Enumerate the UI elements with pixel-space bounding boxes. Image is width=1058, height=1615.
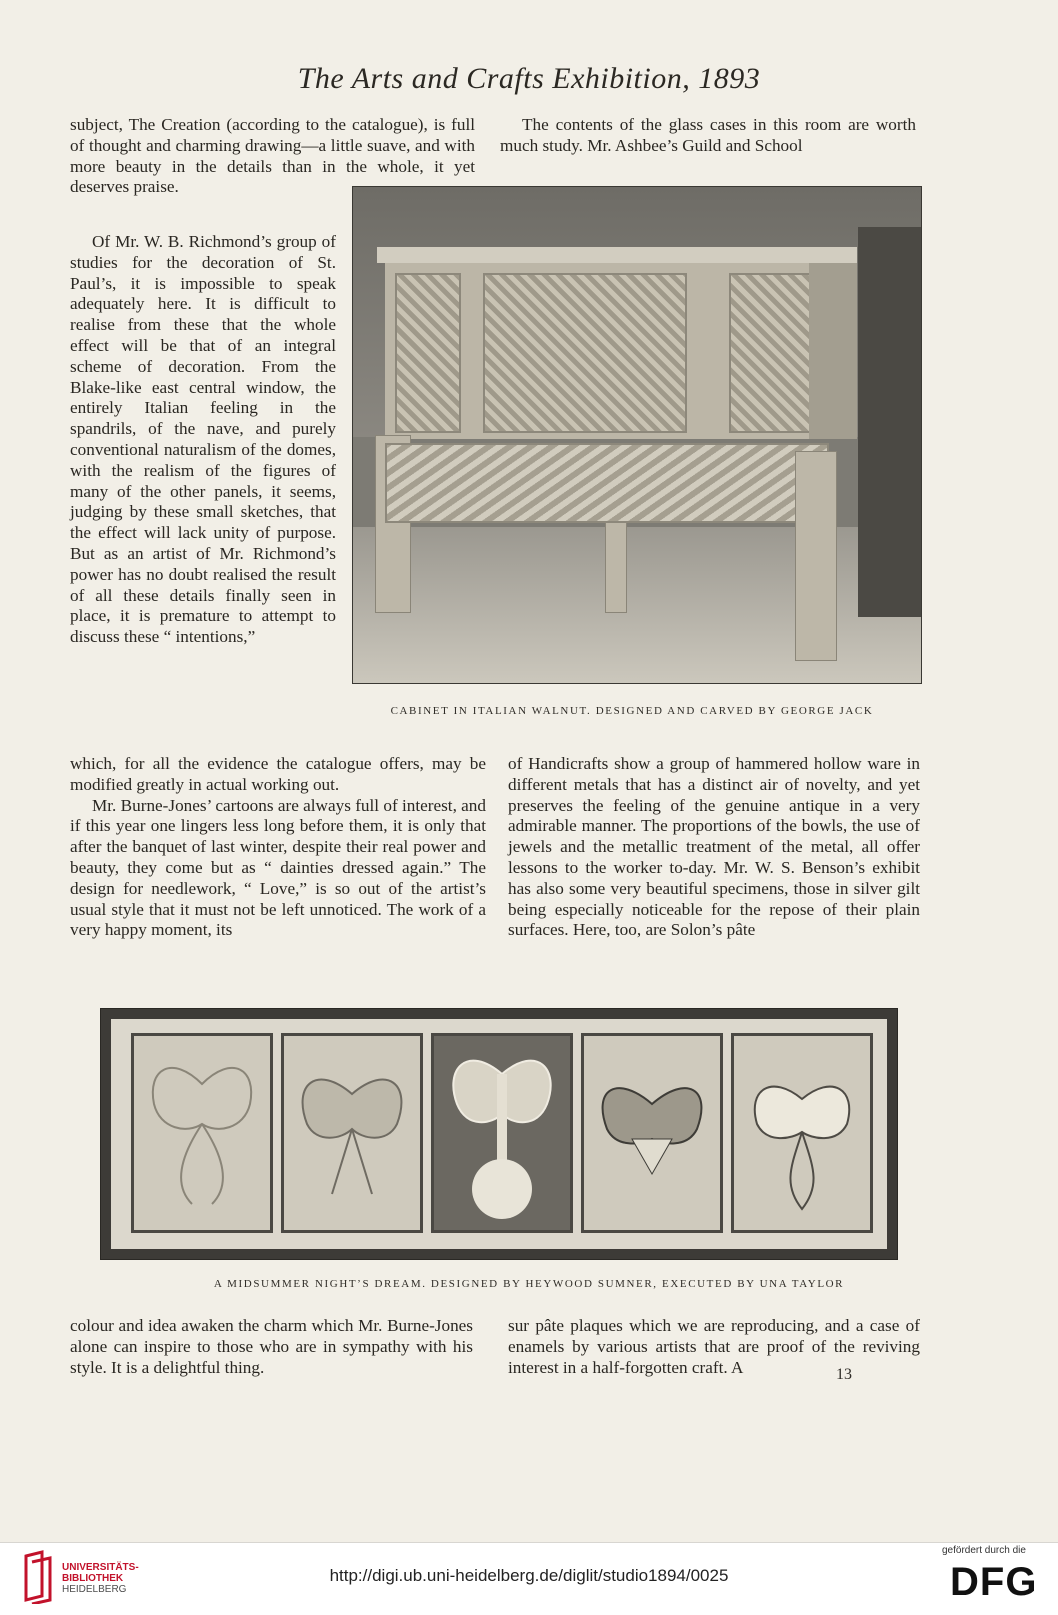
butterfly-panel — [131, 1033, 273, 1233]
cabinet-side — [809, 263, 857, 439]
butterfly-icon — [142, 1044, 262, 1222]
running-head: The Arts and Crafts Exhibition, 1893 — [297, 62, 761, 95]
paragraph: colour and idea awaken the charm which Mr. Burne-Jones alone can inspire to those who are in sympathy with his style. It is a delightful thing. — [70, 1316, 473, 1377]
panels-photograph — [100, 1008, 898, 1260]
butterfly-icon — [442, 1044, 562, 1222]
butterfly-icon — [592, 1044, 712, 1222]
dfg-logo: DFG — [950, 1560, 1038, 1604]
paragraph: sur pâte plaques which we are reproducing, and a case of enamels by various artists that are proof of the reviving interest in a half-forgotten craft. A — [508, 1316, 920, 1377]
paragraph: subject, The Creation (according to the catalogue), is full of thought and charming drawing—a little suave, and with more beauty in the details than in the whole, it yet deserves praise. — [70, 115, 475, 197]
butterfly-panel — [431, 1033, 573, 1233]
butterfly-panel — [581, 1033, 723, 1233]
cabinet-photograph — [352, 186, 922, 684]
funded-by-label: gefördert durch die — [942, 1545, 1026, 1556]
cabinet-lid — [377, 247, 857, 263]
carved-panel-right — [729, 273, 813, 433]
paragraph: which, for all the evidence the catalogue offers, may be modified greatly in actual working out. — [70, 754, 486, 794]
paragraph: Mr. Burne-Jones’ cartoons are always full of interest, and if this year one lingers less long before them, it is only that after the banquet of last winter, despite their real power and beauty, they come but as “ dainties dressed again.” The design for needlework, “ Love,” is so out of the artist’s usual style that it must not be left unnoticed. The work of a very happy moment, its — [70, 795, 486, 940]
butterfly-panel — [281, 1033, 423, 1233]
paragraph: The contents of the glass cases in this room are worth much study. Mr. Ashbee’s Guild and School — [500, 115, 916, 155]
carved-apron — [385, 443, 829, 523]
column-left-mid — [70, 754, 486, 941]
column-left-bottom — [70, 1316, 473, 1378]
column-right-top — [500, 115, 916, 157]
paragraph: Of Mr. W. B. Richmond’s group of studies for the decoration of St. Paul’s, it is impossible to speak adequately here. It is difficult to realise from these that the whole effect will be that of an integral scheme of decoration. From the Blake-like east central window, the entirely Italian feeling in the spandrils, of the nave, and purely conventional naturalism of the domes, with the realism of the figures of many of the other panels, it seems, judging by these small sketches, that the effect will lack unity of purpose. But as an artist of Mr. Richmond’s power has no doubt realised the result of all these details finally seen in place, it is premature to attempt to discuss these “ intentions,” — [70, 232, 336, 647]
caption-cabinet: CABINET IN ITALIAN WALNUT. DESIGNED AND CARVED BY GEORGE JACK — [390, 705, 874, 717]
library-name-line: HEIDELBERG — [62, 1584, 127, 1595]
caption-panels: A MIDSUMMER NIGHT’S DREAM. DESIGNED BY HEYWOOD SUMNER, EXECUTED BY UNA TAYLOR — [213, 1278, 845, 1290]
carved-panel-center — [483, 273, 687, 433]
photo-dark-furniture — [858, 227, 921, 617]
page-number: 13 — [836, 1366, 852, 1383]
paragraph: of Handicrafts show a group of hammered hollow ware in different metals that has a distinct air of novelty, and yet preserves the feeling of the genuine antique in a very admirable manner. The proportions of the bowls, the use of jewels and the metallic treatment of the metal, all offer lessons to the worker to-day. Mr. W. S. Benson’s exhibit has also some very beautiful specimens, those in silver gilt being especially noticeable for the repose of their plain surfaces. Here, too, are Solon’s pâte — [508, 754, 920, 940]
source-url-link[interactable]: http://digi.ub.uni-heidelberg.de/diglit/studio1894/0025 — [329, 1566, 729, 1585]
column-right-mid — [508, 754, 920, 941]
library-name-line: UNIVERSITÄTS- — [62, 1562, 139, 1573]
cabinet-leg — [605, 519, 627, 613]
library-name-line: BIBLIOTHEK — [62, 1573, 124, 1584]
cabinet-leg — [795, 451, 837, 661]
column-left-wrap — [70, 232, 336, 648]
carved-panel-left — [395, 273, 461, 433]
butterfly-icon — [292, 1044, 412, 1222]
butterfly-panel — [731, 1033, 873, 1233]
butterfly-icon — [742, 1044, 862, 1222]
column-right-bottom — [508, 1316, 920, 1378]
